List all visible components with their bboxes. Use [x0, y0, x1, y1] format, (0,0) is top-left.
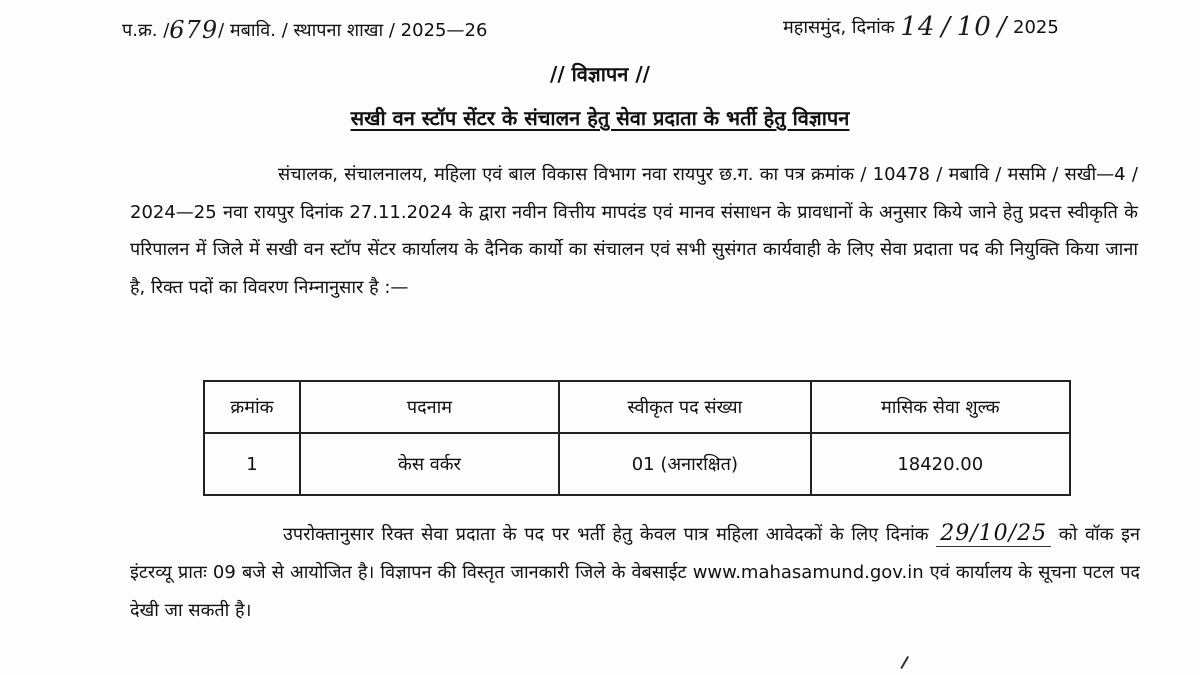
cell-monthly-fee: 18420.00: [811, 433, 1070, 495]
date-separator: /: [997, 12, 1008, 42]
intro-paragraph: संचालक, संचालनालय, महिला एवं बाल विकास विभाग नवा रायपुर छ.ग. का पत्र क्रमांक / 10478 / मबावि / मसमि / सखी—4 / 2024—25 नवा रायपुर दिनांक 27.11.2024 के द्वारा नवीन वित्तीय मापदंड एवं मानव संसाधन के प्रावधानों के अनुसार किये जाने हेतु प्रदत्त स्वीकृति के परिपालन में जिले में सखी वन स्टॉप सेंटर कार्यालय के दैनिक कार्यो का संचालन एवं सभी सुसंगत कार्यवाही के लिए सेवा प्रदाता पद की नियुक्ति किया जाना है, रिक्त पदों का विवरण निम्नानुसार है :—: [130, 164, 1138, 298]
interview-text-part2: को वॉक इन इंटरव्यू प्रातः 09 बजे से आयोजित है। विज्ञापन की विस्तृत जानकारी जिले के वेबसाईट www.mahasamund.gov.in एवं कार्यालय के सूचना पटल पद देखी जा सकती है।: [130, 524, 1140, 621]
table-row: [204, 433, 1070, 495]
table-header-row: [204, 381, 1070, 433]
date-month-handwritten: 10: [956, 12, 992, 42]
ref-prefix: प.क्र. /: [122, 20, 170, 41]
cell-serial: 1: [204, 433, 300, 495]
vacancy-table: [203, 380, 1071, 496]
date-separator: /: [941, 12, 951, 42]
interview-paragraph: [130, 515, 1140, 630]
ref-suffix: / मबावि. / स्थापना शाखा / 2025—26: [218, 20, 488, 41]
date-year: 2025: [1013, 17, 1059, 38]
place-and-date: [783, 10, 1059, 40]
document-title-text: सखी वन स्टॉप सेंटर के संचालन हेतु सेवा प्रदाता के भर्ती हेतु विज्ञापन: [350, 106, 850, 130]
date-day-handwritten: 14: [900, 12, 936, 42]
place-date-label: महासमुंद, दिनांक: [783, 17, 895, 38]
reference-number: [122, 14, 487, 42]
pen-mark: [900, 656, 917, 674]
cell-post-name: केस वर्कर: [300, 433, 559, 495]
interview-date-handwritten: 29/10/25: [936, 521, 1051, 547]
interview-text-part1: उपरोक्तानुसार रिक्त सेवा प्रदाता के पद पर भर्ती हेतु केवल पात्र महिला आवेदकों के लिए दिनांक: [283, 524, 929, 545]
cell-sanctioned-posts: 01 (अनारक्षित): [559, 433, 810, 495]
header-monthly-fee: मासिक सेवा शुल्क: [811, 381, 1070, 433]
document-heading: // विज्ञापन //: [550, 62, 650, 86]
header-serial: क्रमांक: [204, 381, 300, 433]
header-sanctioned-posts: स्वीकृत पद संख्या: [559, 381, 810, 433]
document-title: [0, 104, 1200, 131]
ref-number-handwritten: 679: [169, 16, 219, 44]
header-post-name: पदनाम: [300, 381, 559, 433]
